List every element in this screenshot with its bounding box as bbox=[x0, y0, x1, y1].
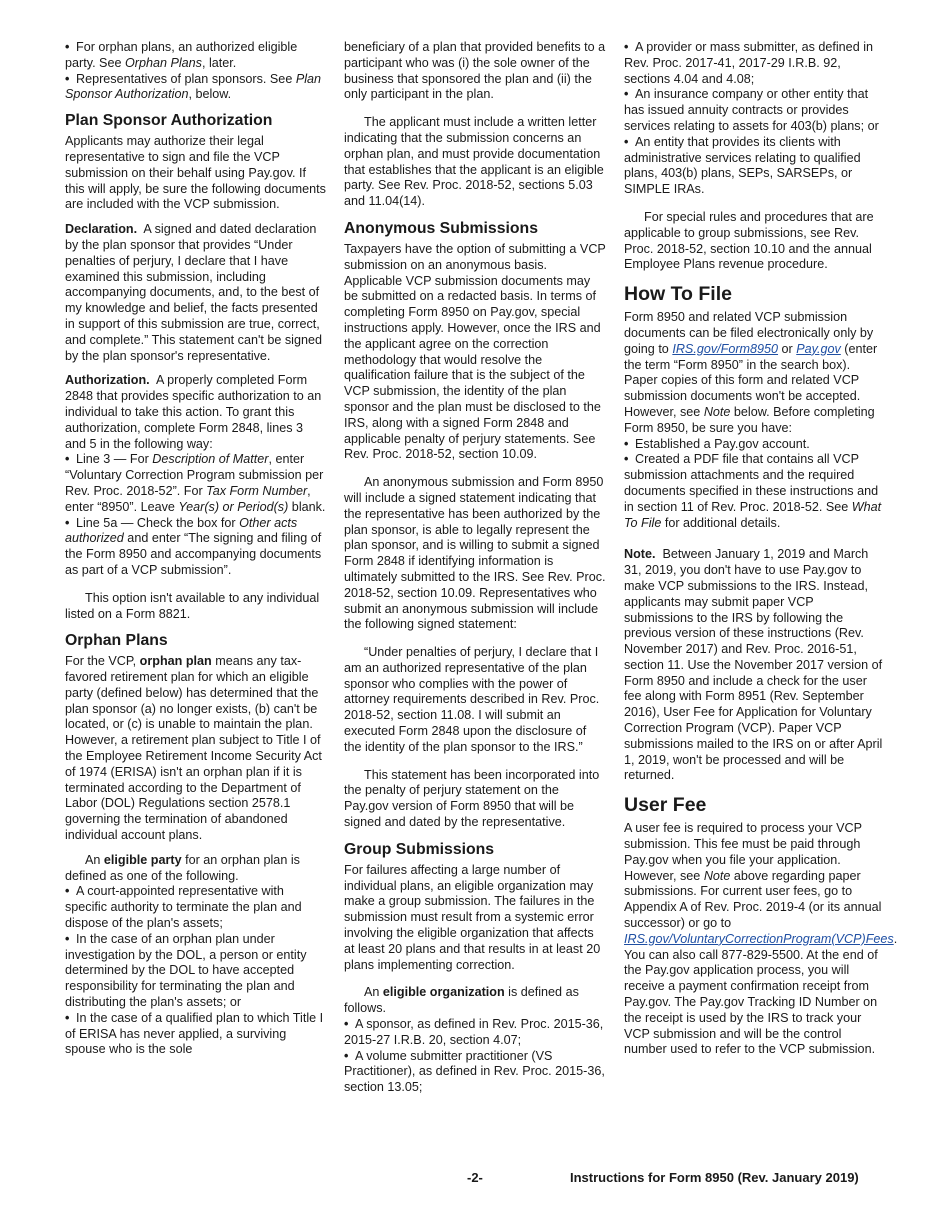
list-item: • Line 5a — Check the box for Other acts authorized and enter “The signing and filing of the Form 8950 and accompanying documents as part of a VCP submission”. bbox=[65, 516, 327, 579]
paragraph: A user fee is required to process your VCP submission. This fee must be paid through Pay.gov when you file your application. However, see Note above regarding paper submissions. For current user fees, go to Appendix A of Rev. Proc. 2019-4 (or its annual successor) or go to IRS.gov/VoluntaryCorrectionProgram(VCP)Fees. You can also call 877-829-5500. At the end of the Pay.gov application process, you will receive a payment confirmation receipt from Pay.gov. The Pay.gov Tracking ID Number on the receipt is used by the IRS to track your VCP submission and will be the control number used to refer to the VCP submission. bbox=[624, 821, 898, 1057]
section-heading-anonymous-submissions: Anonymous Submissions bbox=[344, 219, 538, 237]
paragraph-note: Note. Between January 1, 2019 and March 31, 2019, you don't have to use Pay.gov to make VCP submissions to the IRS. Instead, applicants may submit paper VCP submissions to the IRS by following the previous version of these instructions (Rev. November 2017) and Rev. Proc. 2016-51, section 11. Use the November 2017 version of Form 8950 and include a check for the user fee along with Form 8951 (Rev. September 2016), User Fee for Application for Voluntary Correction Program (VCP). Paper VCP submissions mailed to the IRS on or after April 1, 2019, won't be processed and will be returned. bbox=[624, 547, 883, 783]
list-item: • A court-appointed representative with specific authority to terminate the plan and dispose of the plan's assets; bbox=[65, 884, 327, 931]
footer-title: Instructions for Form 8950 (Rev. January 2019) bbox=[570, 1170, 859, 1185]
list-item: • An entity that provides its clients with administrative services relating to qualified plans, 403(b) plans, SEPs, SARSEPs, or SIMPLE IRAs. bbox=[624, 135, 886, 198]
paragraph: This option isn't available to any individual listed on a Form 8821. bbox=[65, 590, 320, 621]
list-item: • Line 3 — For Description of Matter, enter “Voluntary Correction Program submission per Rev. Proc. 2018-52”. For Tax Form Number, enter “8950”. Leave Year(s) or Period(s) blank. bbox=[65, 452, 327, 515]
vcp-fees-link[interactable]: IRS.gov/VoluntaryCorrectionProgram(VCP)Fees bbox=[624, 931, 894, 946]
column-3 bbox=[624, 40, 898, 1067]
list-item: • A provider or mass submitter, as defined in Rev. Proc. 2017-41, 2017-29 I.R.B. 92, sections 4.04 and 4.08; bbox=[624, 40, 886, 87]
paragraph: Applicants may authorize their legal representative to sign and file the VCP submission on their behalf using Pay.gov. If this will apply, be sure the following documents are included with the VCP submission. bbox=[65, 134, 326, 212]
paragraph: An anonymous submission and Form 8950 will include a signed statement indicating that the representative has been authorized by the plan sponsor, is able to legally represent the plan sponsor, and is willing to submit a signed Form 2848 if identifying information is ultimately submitted to the IRS. See Rev. Proc. 2018-52, section 10.09. Representatives who submit an anonymous submission will include the following signed statement: bbox=[344, 475, 606, 632]
paragraph: Form 8950 and related VCP submission documents can be filed electronically only by going to IRS.gov/Form8950 or Pay.gov (enter the term “Form 8950” in the search box). Paper copies of this form and related VCP submission documents won't be accepted. However, see Note below. Before completing Form 8950, be sure you have: bbox=[624, 310, 878, 435]
section-heading-group-submissions: Group Submissions bbox=[344, 840, 495, 858]
list-item: • For orphan plans, an authorized eligible party. See Orphan Plans, later. bbox=[65, 40, 327, 72]
list-item: • In the case of a qualified plan to which Title I of ERISA has never applied, a surviving spouse who is the sole bbox=[65, 1011, 327, 1058]
paragraph: Taxpayers have the option of submitting a VCP submission on an anonymous basis. Applicable VCP submission documents may be submitted on a redacted basis. In terms of completing Form 8950 on Pay.gov, special instructions apply. However, once the IRS and the applicant agree on the correction methodology that would resolve the qualification failure that is the subject of the VCP submission, the identity of the plan sponsor and the plan must be disclosed to the IRS, along with a signed Form 2848 and applicable penalty of perjury statements. See Rev. Proc. 2018-52, section 10.09. bbox=[344, 241, 606, 462]
page-number: -2- bbox=[467, 1170, 483, 1185]
paragraph: beneficiary of a plan that provided benefits to a participant who was (i) the sole owner of the business that sponsored the plan and (ii) the only participant in the plan. bbox=[344, 40, 606, 102]
paragraph: The applicant must include a written letter indicating that the submission concerns an orphan plan, and must provide documentation that establishes that the applicant is an eligible party. See Rev. Proc. 2018-52, sections 5.03 and 11.04(14). bbox=[344, 115, 604, 209]
paragraph: An eligible organization is defined as follows. bbox=[344, 985, 579, 1016]
list-item: • Created a PDF file that contains all VCP submission attachments and the required documents specified in these instructions and in section 11 of Rev. Proc. 2018-52. See What To File for additional details. bbox=[624, 452, 886, 531]
paragraph: An eligible party for an orphan plan is defined as one of the following. bbox=[65, 852, 300, 883]
quoted-statement: “Under penalties of perjury, I declare that I am an authorized representative of the plan sponsor who complies with the power of attorney requirements described in Rev. Proc. 2018-52, section 11.08. I will submit an executed Form 2848 upon the disclosure of the identity of the plan sponsor to the IRS.” bbox=[344, 645, 600, 754]
column-1 bbox=[65, 40, 327, 1058]
column-2 bbox=[344, 40, 606, 1096]
irs-form8950-link[interactable]: IRS.gov/Form8950 bbox=[672, 341, 779, 356]
section-heading-user-fee: User Fee bbox=[624, 794, 707, 817]
paragraph: For the VCP, orphan plan means any tax-favored retirement plan for which an eligible party (defined below) has determined that the plan sponsor (a) no longer exists, (b) can't be located, or (c) is unable to maintain the plan. However, a retirement plan subject to Title I of the Employee Retirement Income Security Act of 1974 (ERISA) isn't an orphan plan if it is terminated according to the Department of Labor (DOL) Regulations section 2578.1 governing the termination of abandoned individual account plans. bbox=[65, 654, 322, 843]
list-item: • In the case of an orphan plan under investigation by the DOL, a person or entity determined by the DOL to have accepted responsibility for terminating the plan and distributing the plan's assets; or bbox=[65, 932, 327, 1011]
paragraph-authorization: Authorization. A properly completed Form 2848 that provides specific authorization to an individual to take this action. To grant this authorization, complete Form 2848, lines 3 and 5 in the following way: bbox=[65, 373, 322, 451]
section-heading-orphan-plans: Orphan Plans bbox=[65, 632, 168, 650]
paragraph: For failures affecting a large number of individual plans, an eligible organization may make a group submission. The failures in the submission must result from a systemic error involving the eligible organization that affects at least 20 plans and that results in at least 20 plans implementing correction. bbox=[344, 862, 601, 972]
paragraph: For special rules and procedures that are applicable to group submissions, see Rev. Proc. 2018-52, section 10.10 and the annual Employee Plans revenue procedure. bbox=[624, 209, 874, 272]
paygov-link[interactable]: Pay.gov bbox=[796, 341, 841, 356]
paragraph-declaration: Declaration. A signed and dated declaration by the plan sponsor that provides “Under penalties of perjury, I declare that I have examined this submission, including accompanying documents, and, to the best of my knowledge and belief, the facts presented in support of this submission are true, correct, and complete.” This statement can't be signed by the plan sponsor's representative. bbox=[65, 222, 322, 363]
paragraph: This statement has been incorporated into the penalty of perjury statement on the Pay.gov version of Form 8950 that will be signed and dated by the representative. bbox=[344, 767, 600, 830]
list-item: • An insurance company or other entity that has issued annuity contracts or provides services relating to assets for 403(b) plans; or bbox=[624, 87, 886, 134]
list-item: • A volume submitter practitioner (VS Practitioner), as defined in Rev. Proc. 2015-36, section 13.05; bbox=[344, 1049, 606, 1096]
section-heading-plan-sponsor-authorization: Plan Sponsor Authorization bbox=[65, 112, 273, 130]
list-item: • Representatives of plan sponsors. See Plan Sponsor Authorization, below. bbox=[65, 72, 327, 104]
list-item: • Established a Pay.gov account. bbox=[624, 437, 886, 453]
list-item: • A sponsor, as defined in Rev. Proc. 2015-36, 2015-27 I.R.B. 20, section 4.07; bbox=[344, 1017, 606, 1049]
section-heading-how-to-file: How To File bbox=[624, 283, 732, 306]
